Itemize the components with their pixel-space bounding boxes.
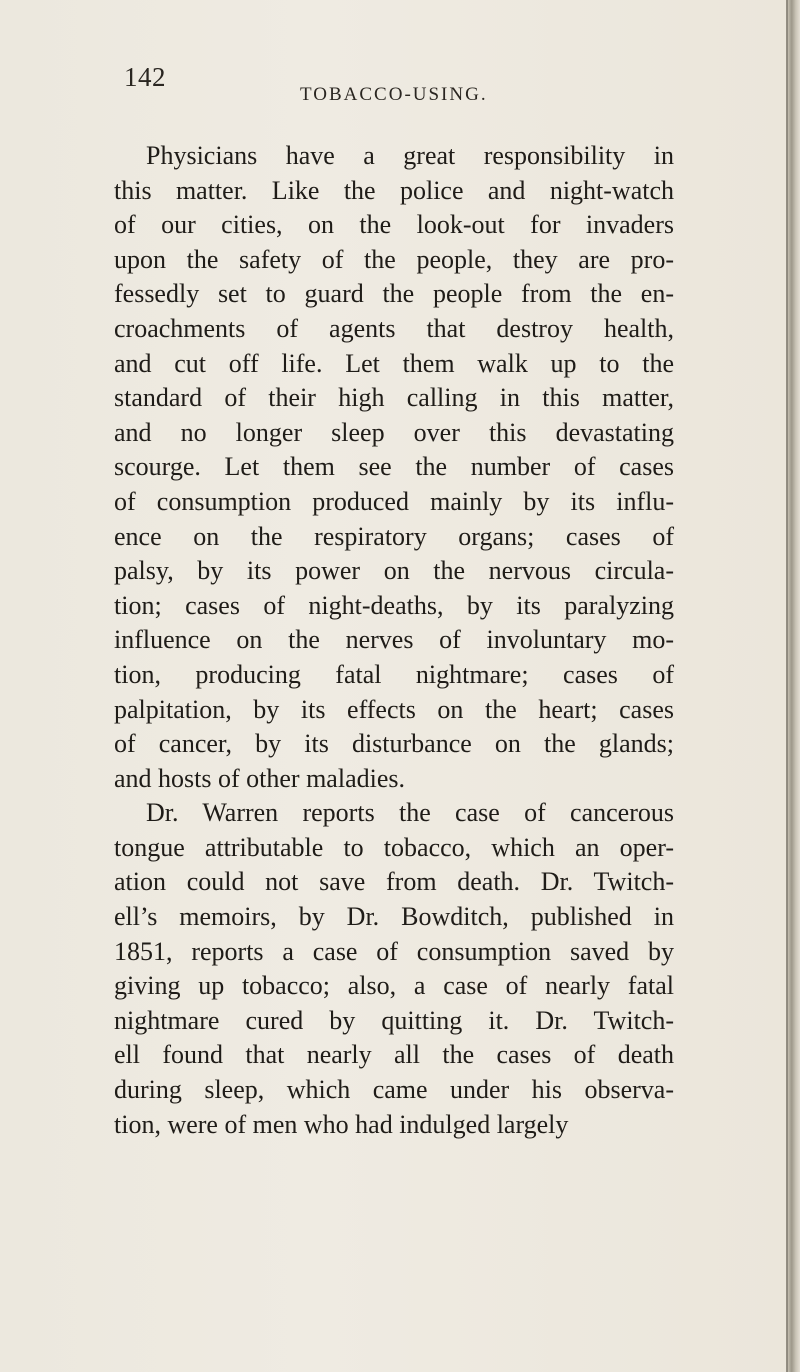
text-line: ation could not save from death. Dr. Twitch-	[114, 867, 674, 897]
text-line: Dr. Warren reports the case of cancerous	[146, 798, 674, 828]
text-line: influence on the nerves of involuntary mo-	[114, 625, 674, 655]
text-line: this matter. Like the police and night-watch	[114, 175, 674, 205]
text-line: palsy, by its power on the nervous circula-	[114, 556, 674, 586]
book-gutter-edge	[786, 0, 800, 1372]
text-line: palpitation, by its effects on the heart; cases	[114, 694, 674, 724]
text-line: ence on the respiratory organs; cases of	[114, 521, 674, 551]
page-header	[0, 62, 786, 105]
text-line: during sleep, which came under his observa-	[114, 1075, 674, 1105]
text-line: fessedly set to guard the people from the en-	[114, 279, 674, 309]
text-line: Physicians have a great responsibility in	[146, 141, 674, 170]
text-line: of our cities, on the look-out for invaders	[114, 210, 674, 240]
body-text	[114, 139, 674, 1142]
text-line: upon the safety of the people, they are pro-	[114, 244, 674, 274]
text-line: tion, were of men who had indulged largely	[114, 1109, 569, 1139]
running-head: TOBACCO-USING.	[300, 84, 488, 105]
text-line: nightmare cured by quitting it. Dr. Twitch-	[114, 1005, 674, 1035]
text-line: tion; cases of night-deaths, by its paralyzing	[114, 590, 674, 620]
text-line: scourge. Let them see the number of cases	[114, 452, 674, 482]
text-line: tongue attributable to tobacco, which an oper-	[114, 832, 674, 862]
text-line: tion, producing fatal nightmare; cases of	[114, 659, 674, 689]
text-line: and cut off life. Let them walk up to the	[114, 348, 674, 378]
text-line: giving up tobacco; also, a case of nearly fatal	[114, 971, 674, 1001]
text-line: croachments of agents that destroy health,	[114, 313, 674, 343]
text-line: of consumption produced mainly by its influ-	[114, 486, 674, 516]
text-line: and no longer sleep over this devastating	[114, 417, 674, 447]
text-line: of cancer, by its disturbance on the glands;	[114, 729, 674, 759]
page-number: 142	[124, 62, 166, 92]
text-line: standard of their high calling in this matter,	[114, 383, 674, 413]
gutter-shadow-line	[786, 0, 788, 1372]
text-line: 1851, reports a case of consumption saved by	[114, 936, 674, 966]
text-line: ell found that nearly all the cases of death	[114, 1040, 674, 1070]
text-line: and hosts of other maladies.	[114, 763, 405, 793]
text-line: ell’s memoirs, by Dr. Bowditch, published in	[114, 902, 674, 932]
